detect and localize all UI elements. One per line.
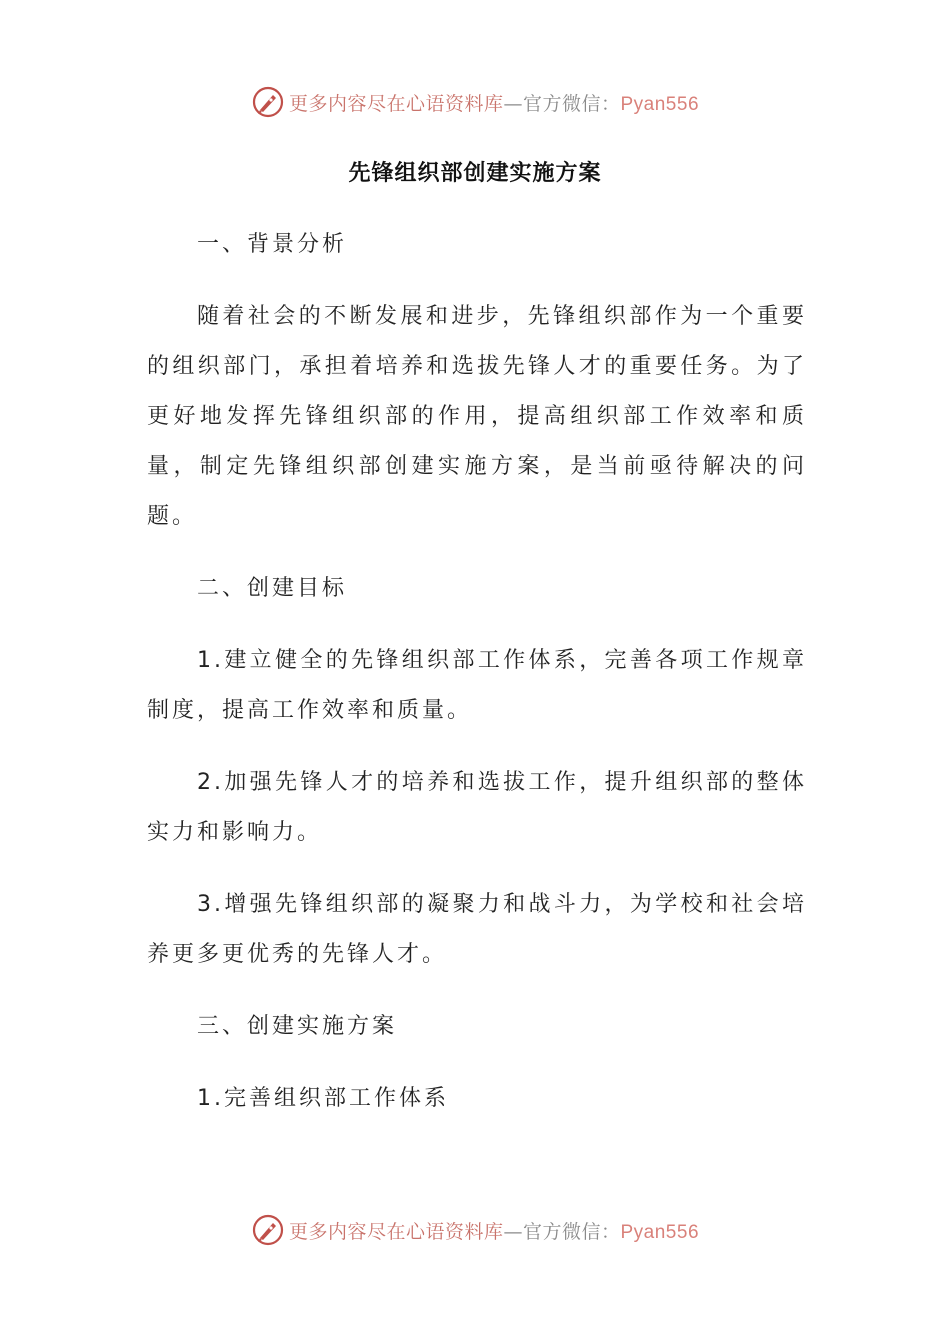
header-watermark: [0, 82, 950, 122]
watermark-text: 更多内容尽在心语资料库—官方微信：Pyan556: [288, 92, 700, 115]
pen-nib-logo-icon: [251, 1213, 285, 1247]
section-heading-plan: 三、创建实施方案: [197, 1014, 398, 1039]
document-title: 先锋组织部创建实施方案: [348, 161, 602, 186]
watermark-text: 更多内容尽在心语资料库—官方微信：Pyan556: [288, 1220, 700, 1243]
pen-nib-logo-icon: [251, 85, 285, 119]
section-heading-goals: 二、创建目标: [197, 576, 348, 601]
section-heading-background: 一、背景分析: [197, 232, 348, 257]
goal-item-3: 3.增强先锋组织部的凝聚力和战斗力，为学校和社会培养更多更优秀的先锋人才。: [147, 892, 807, 967]
plan-item-1: 1.完善组织部工作体系: [197, 1086, 449, 1111]
document-body: [147, 220, 807, 1146]
goal-item-1: 1.建立健全的先锋组织部工作体系，完善各项工作规章制度，提高工作效率和质量。: [147, 648, 807, 723]
footer-watermark: [0, 1210, 950, 1250]
goal-item-2: 2.加强先锋人才的培养和选拔工作，提升组织部的整体实力和影响力。: [147, 770, 807, 845]
paragraph-background: 随着社会的不断发展和进步，先锋组织部作为一个重要的组织部门，承担着培养和选拔先锋人才的重要任务。为了更好地发挥先锋组织部的作用，提高组织部工作效率和质量，制定先锋组织部创建实施方案，是当前亟待解决的问题。: [147, 304, 807, 529]
